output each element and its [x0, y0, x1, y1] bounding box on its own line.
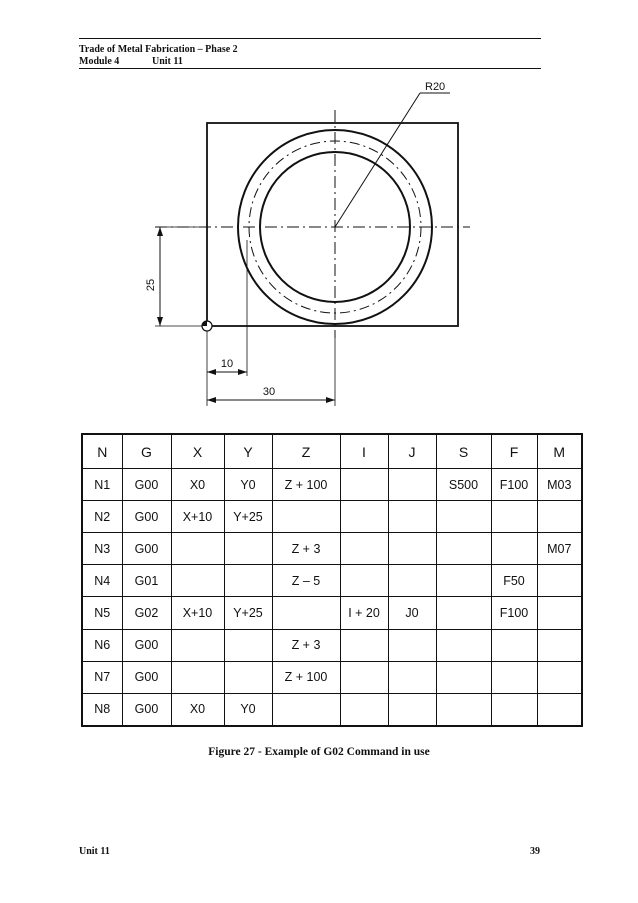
table-cell: F100	[491, 469, 537, 501]
table-cell	[272, 693, 340, 726]
table-cell	[272, 501, 340, 533]
table-cell: G02	[122, 597, 171, 629]
table-row	[82, 533, 582, 565]
table-cell: J0	[388, 597, 436, 629]
table-row	[82, 661, 582, 693]
table-cell	[171, 565, 224, 597]
table-cell	[537, 501, 582, 533]
table-cell: Z + 3	[272, 629, 340, 661]
arrow-25-top	[157, 227, 163, 236]
table-cell	[537, 597, 582, 629]
table-row	[82, 597, 582, 629]
column-header: J	[388, 434, 436, 469]
dim-label-30: 30	[262, 386, 276, 398]
table-cell: N6	[82, 629, 122, 661]
table-cell: N4	[82, 565, 122, 597]
arrow-10-right	[238, 369, 247, 375]
table-cell: M03	[537, 469, 582, 501]
table-cell	[491, 533, 537, 565]
table-cell	[224, 533, 272, 565]
header-unit: Unit 11	[152, 56, 183, 67]
arrow-30-left	[207, 397, 216, 403]
table-cell: X0	[171, 693, 224, 726]
table-cell: Z + 3	[272, 533, 340, 565]
table-cell: F50	[491, 565, 537, 597]
table-cell	[340, 469, 388, 501]
table-cell	[340, 693, 388, 726]
dim-label-10: 10	[220, 358, 234, 370]
table-cell: G00	[122, 533, 171, 565]
table-cell: S500	[436, 469, 491, 501]
table-cell: Y+25	[224, 597, 272, 629]
table-cell	[491, 629, 537, 661]
table-cell	[388, 661, 436, 693]
table-cell: M07	[537, 533, 582, 565]
table-cell	[171, 661, 224, 693]
column-header: X	[171, 434, 224, 469]
table-cell	[436, 693, 491, 726]
table-cell	[340, 629, 388, 661]
table-cell	[436, 533, 491, 565]
table-cell	[491, 661, 537, 693]
table-cell: N8	[82, 693, 122, 726]
table-cell	[340, 533, 388, 565]
column-header: S	[436, 434, 491, 469]
table-cell	[272, 597, 340, 629]
table-cell	[436, 661, 491, 693]
table-cell	[388, 565, 436, 597]
table-cell	[537, 629, 582, 661]
table-cell: Z + 100	[272, 469, 340, 501]
table-cell	[388, 501, 436, 533]
footer-unit: Unit 11	[79, 846, 110, 857]
table-cell	[340, 661, 388, 693]
table-cell: X+10	[171, 597, 224, 629]
table-cell	[388, 693, 436, 726]
table-cell: X0	[171, 469, 224, 501]
header-title: Trade of Metal Fabrication – Phase 2	[79, 44, 238, 55]
table-cell	[436, 565, 491, 597]
part-outline	[207, 123, 458, 326]
table-cell	[340, 565, 388, 597]
table-cell	[224, 565, 272, 597]
table-cell: N5	[82, 597, 122, 629]
table-cell	[171, 533, 224, 565]
table-cell: Z + 100	[272, 661, 340, 693]
table-cell: G00	[122, 629, 171, 661]
radius-label: R20	[425, 81, 446, 93]
table-cell: G01	[122, 565, 171, 597]
table-cell: N7	[82, 661, 122, 693]
table-cell: Y0	[224, 469, 272, 501]
table-cell	[340, 501, 388, 533]
table-cell	[537, 661, 582, 693]
table-cell	[537, 693, 582, 726]
column-header: N	[82, 434, 122, 469]
table-cell	[224, 629, 272, 661]
table-cell: N1	[82, 469, 122, 501]
table-cell	[224, 661, 272, 693]
table-row	[82, 693, 582, 726]
table-cell	[491, 501, 537, 533]
table-cell	[171, 629, 224, 661]
table-cell: X+10	[171, 501, 224, 533]
table-cell: N3	[82, 533, 122, 565]
table-cell	[388, 533, 436, 565]
table-cell	[388, 469, 436, 501]
table-row	[82, 629, 582, 661]
table-cell	[537, 565, 582, 597]
table-header-row	[82, 434, 582, 469]
nc-program-table	[81, 433, 583, 727]
table-cell: F100	[491, 597, 537, 629]
table-cell: G00	[122, 661, 171, 693]
column-header: I	[340, 434, 388, 469]
table-cell	[436, 629, 491, 661]
arrow-10-left	[207, 369, 216, 375]
column-header: Z	[272, 434, 340, 469]
column-header: G	[122, 434, 171, 469]
table-cell: I + 20	[340, 597, 388, 629]
table-cell: N2	[82, 501, 122, 533]
table-cell: G00	[122, 501, 171, 533]
table-row	[82, 501, 582, 533]
table-cell: G00	[122, 693, 171, 726]
table-cell: Z – 5	[272, 565, 340, 597]
header-module: Module 4	[79, 56, 120, 67]
arrow-30-right	[326, 397, 335, 403]
technical-drawing	[0, 0, 638, 420]
column-header: M	[537, 434, 582, 469]
table-cell	[436, 597, 491, 629]
page-number: 39	[530, 846, 540, 857]
table-cell: Y+25	[224, 501, 272, 533]
dim-label-25: 25	[145, 278, 157, 292]
column-header: F	[491, 434, 537, 469]
table-cell	[436, 501, 491, 533]
column-header: Y	[224, 434, 272, 469]
table-cell: Y0	[224, 693, 272, 726]
table-row	[82, 565, 582, 597]
figure-caption: Figure 27 - Example of G02 Command in use	[208, 746, 430, 758]
table-cell: G00	[122, 469, 171, 501]
table-cell	[491, 693, 537, 726]
table-row	[82, 469, 582, 501]
arrow-25-bottom	[157, 317, 163, 326]
origin-symbol	[202, 321, 212, 331]
table-cell	[388, 629, 436, 661]
